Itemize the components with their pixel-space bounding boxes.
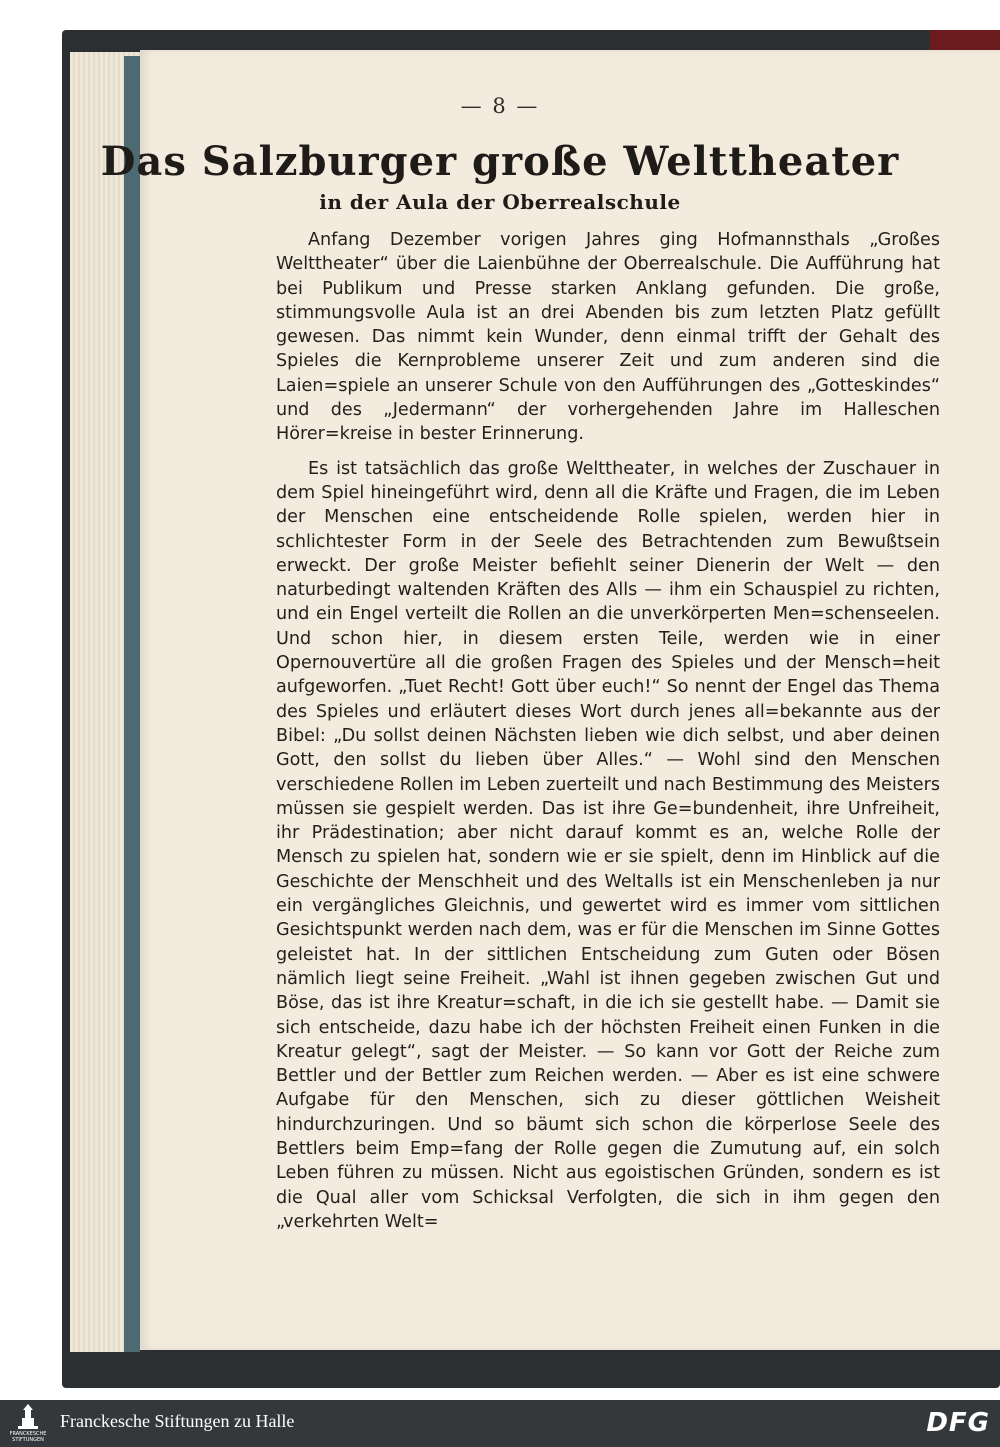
building-icon — [8, 1404, 48, 1432]
logo-text: FRANCKESCHE STIFTUNGEN — [9, 1431, 47, 1443]
article-title: Das Salzburger große Welttheater — [100, 138, 900, 185]
dfg-logo[interactable]: DFG — [926, 1408, 990, 1438]
paragraph-2: Es ist tatsächlich das große Welttheater, in welches der Zuschauer in dem Spiel hineingeführt wird, denn all die Kräfte und Fragen, die im Leben der Menschen eine entscheidende Rolle spielen, werden hier in schlichtester Form in der Seele des Betrachtenden zum Bewußtsein erweckt. Der große Meister befiehlt seiner Dienerin der Welt — den naturbedingt waltenden Kräften des Alls — ihm ein Schauspiel zu richten, und ein Engel verteilt die Rollen an die unverkörperten Men=schenseelen. Und schon hier, in diesem ersten Teile, werden wie in einer Opernouvertüre all die großen Fragen des Spieles und der Mensch=heit aufgeworfen. „Tuet Recht! Gott über euch!“ So nennt der Engel das Thema des Spieles und erläutert dieses Wort durch jenes all=bekannte aus der Bibel: „Du sollst deinen Nächsten lieben wie dich selbst, und aber deinen Gott, den sollst du lieben über Alles.“ — Wohl sind den Menschen verschiedene Rollen im Leben zuerteilt und nach Bestimmung des Meisters müssen sie gespielt werden. Das ist ihre Ge=bundenheit, ihre Unfreiheit, ihr Prädestination; aber nicht darauf kommt es an, welche Rolle der Mensch zu spielen hat, sondern wie er sie spielt, denn im Hinblick auf die Geschichte der Menschheit und des Weltalls ist ein Menschenleben ja nur ein vergängliches Gleichnis, und gewertet wird es immer vom sittlichen Gesichtspunkt werden nach dem, was er für die Menschen im Sinne Gottes geleistet hat. In der sittlichen Entscheidung zum Guten oder Bösen nämlich liegt seine Freiheit. „Wahl ist ihnen gegeben zwischen Gut und Böse, das ist ihre Kreatur=schaft, in die ich sie gestellt habe. — Damit sie sich entscheide, dazu habe ich der höchsten Freiheit einen Funken in die Kreatur gelegt“, sagt der Meister. — So kann vor Gott der Reiche zum Bettler und der Bettler zum Reichen werden. — Aber es ist eine schwere Aufgabe für den Menschen, sich zu dieser göttlichen Weisheit hindurchzuringen. Und so bäumt sich schon die körperlose Seele des Bettlers beim Emp=fang der Rolle gegen die Zumutung auf, ein solch Leben führen zu müssen. Nicht aus egoistischen Gründen, sondern es ist die Qual aller vom Schicksal Verfolgten, die sich in ihm gegen den „verkehrten Welt= — [276, 458, 940, 1232]
institution-name[interactable]: Franckesche Stiftungen zu Halle — [60, 1411, 295, 1431]
page-edge-stripe — [124, 56, 140, 1352]
article-body — [276, 228, 940, 1234]
institution-logo[interactable] — [8, 1404, 47, 1444]
viewer-footer — [0, 1400, 1000, 1447]
paragraph-1: Anfang Dezember vorigen Jahres ging Hofmannsthals „Großes Welttheater“ über die Laienbühne der Oberrealschule. Die Aufführung hat bei Publikum und Presse starken Anklang gefunden. Die große, stimmungsvolle Aula ist an drei Abenden bis zum letzten Platz gefüllt gewesen. Das nimmt kein Wunder, denn einmal trifft der Gehalt des Spieles die Kernprobleme unserer Zeit und zum anderen sind die Laien=spiele an unserer Schule von den Aufführungen des „Gotteskindes“ und des „Jedermann“ der vorhergehenden Jahre im Halleschen Hörer=kreise in bester Erinnerung. — [276, 230, 940, 445]
page-number: — 8 — — [460, 94, 540, 118]
article-subtitle: in der Aula der Oberrealschule — [319, 190, 681, 214]
